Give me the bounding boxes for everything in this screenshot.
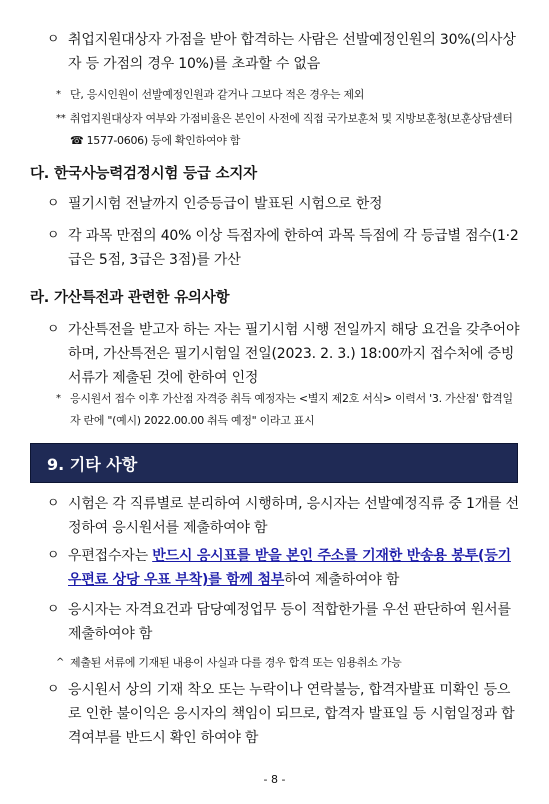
bullet-mark: ㅇ bbox=[46, 602, 60, 617]
bullet-mark: ㅇ bbox=[46, 196, 60, 211]
bullet-item bbox=[46, 224, 521, 272]
bullet-text: 시험은 각 직류별로 분리하여 시행하며, 응시자는 선발예정직류 중 1개를 선정하여 응시원서를 제출하여야 함 bbox=[68, 496, 519, 536]
bullet-text: 가산특전을 받고자 하는 자는 필기시험 시행 전일까지 해당 요건을 갖추어야 하며, 가산특전은 필기시험일 전일(2023. 2. 3.) 18:00까지 접수처에 증빙서류가 제출된 것에 한하여 인정 bbox=[68, 322, 520, 386]
bullet-mark: ㅇ bbox=[46, 322, 60, 337]
bullet-item bbox=[46, 318, 521, 390]
section-heading-da: 다. 한국사능력검정시험 등급 소지자 bbox=[30, 166, 257, 182]
note-item bbox=[56, 388, 521, 432]
bullet-mark: ㅇ bbox=[46, 32, 60, 47]
bullet-text: 각 과목 만점의 40% 이상 득점자에 한하여 과목 득점에 각 등급별 점수(1·2급은 5점, 3급은 3점)를 가산 bbox=[68, 228, 519, 268]
emphasis-text: 반드시 응시표를 받을 본인 주소를 기재한 반송용 봉투(등기우편료 상당 우표 부착)를 함께 첨부 bbox=[68, 548, 511, 588]
bullet-mark: ㅇ bbox=[46, 228, 60, 243]
bullet-item bbox=[46, 598, 521, 646]
note-mark: * bbox=[56, 393, 61, 404]
bullet-mark: ㅇ bbox=[46, 496, 60, 511]
bullet-text: 응시원서 상의 기재 착오 또는 누락이나 연락불능, 합격자발표 미확인 등으로 인한 불이익은 응시자의 책임이 되므로, 합격자 발표일 등 시험일정과 합격여부를 반드시 확인 하여야 함 bbox=[68, 682, 515, 746]
note-mark: * bbox=[56, 89, 61, 100]
bullet-mark: ㅇ bbox=[46, 682, 60, 697]
bullet-text bbox=[68, 544, 521, 592]
note-mark: ** bbox=[56, 113, 66, 124]
note-text: 응시원서 접수 이후 가산점 자격증 취득 예정자는 <별지 제2호 서식> 이력서 '3. 가산점' 합격일자 란에 "(예시) 2022.00.00 취득 예정" 이라고 표시 bbox=[70, 392, 513, 427]
bullet-item bbox=[46, 678, 521, 750]
bullet-text-pre: 우편접수자는 bbox=[68, 548, 153, 564]
note-mark: ^ bbox=[56, 657, 65, 668]
note-text: 제출된 서류에 기재된 내용이 사실과 다를 경우 합격 또는 임용취소 가능 bbox=[70, 656, 402, 669]
bullet-text-post: 하여 제출하여야 함 bbox=[284, 572, 400, 588]
bullet-text: 필기시험 전날까지 인증등급이 발표된 시험으로 한정 bbox=[68, 196, 383, 212]
note-item bbox=[56, 652, 521, 674]
bullet-text: 응시자는 자격요건과 담당예정업무 등이 적합한가를 우선 판단하여 원서를 제출하여야 함 bbox=[68, 602, 511, 642]
section-title: 9. 기타 사항 bbox=[47, 455, 138, 474]
note-text: 단, 응시인원이 선발예정인원과 같거나 그보다 적은 경우는 제외 bbox=[70, 88, 365, 101]
bullet-item bbox=[46, 28, 521, 76]
bullet-item bbox=[46, 492, 521, 540]
note-item bbox=[56, 84, 521, 106]
page-number: - 8 - bbox=[263, 773, 286, 786]
section-banner bbox=[30, 443, 518, 483]
section-heading-ra: 라. 가산특전과 관련한 유의사항 bbox=[30, 290, 230, 306]
bullet-item bbox=[46, 544, 521, 592]
bullet-mark: ㅇ bbox=[46, 548, 60, 563]
note-item bbox=[56, 108, 521, 152]
bullet-text: 취업지원대상자 가점을 받아 합격하는 사람은 선발예정인원의 30%(의사상자 등 가점의 경우 10%)를 초과할 수 없음 bbox=[68, 32, 516, 72]
bullet-item bbox=[46, 192, 521, 216]
note-text: 취업지원대상자 여부와 가점비율은 본인이 사전에 직접 국가보훈처 및 지방보훈청(보훈상담센터 ☎ 1577-0606) 등에 확인하여야 함 bbox=[70, 112, 513, 147]
